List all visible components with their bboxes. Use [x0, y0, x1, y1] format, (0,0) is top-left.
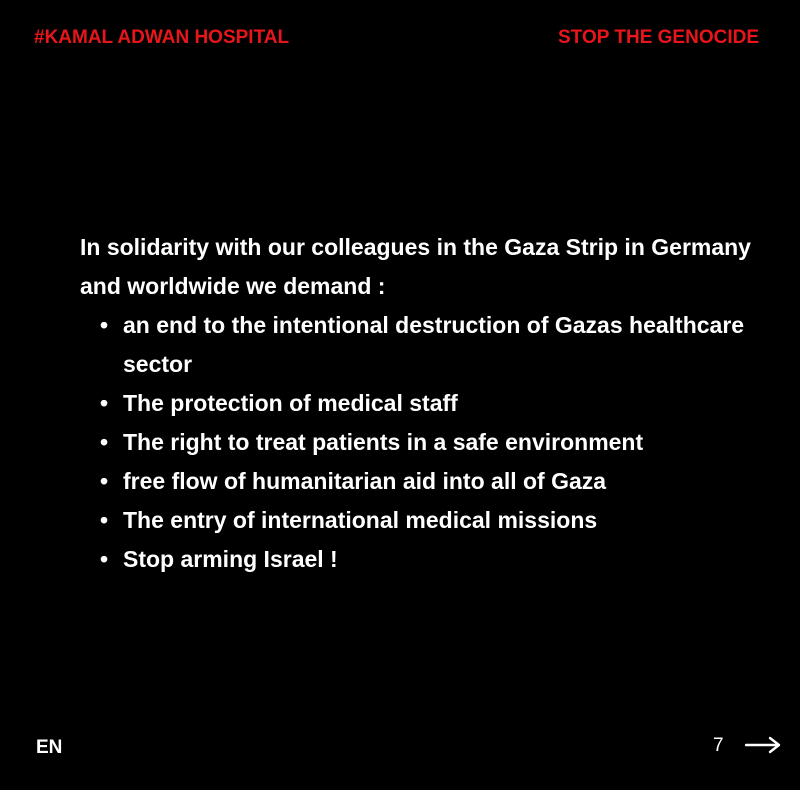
list-item [100, 384, 760, 423]
demand-text: The protection of medical staff [123, 390, 458, 416]
demand-text: Stop arming Israel ! [123, 546, 338, 572]
intro-text: In solidarity with our colleagues in the Gaza Strip in Germany and worldwide we demand : [80, 234, 751, 299]
slogan-label: STOP THE GENOCIDE [558, 27, 759, 48]
bullet-icon: • [100, 429, 109, 455]
arrow-right-icon[interactable] [745, 736, 781, 754]
list-item [100, 306, 760, 384]
list-item [100, 540, 760, 579]
bullet-icon: • [100, 507, 109, 533]
page-number: 7 [713, 735, 724, 756]
bullet-icon: • [100, 546, 109, 572]
demand-text: The entry of international medical missions [123, 507, 598, 533]
demand-text: an end to the intentional destruction of Gazas healthcare sector [123, 312, 745, 377]
bullet-icon: • [100, 312, 109, 338]
bullet-icon: • [100, 390, 109, 416]
list-item [100, 462, 760, 501]
bullet-icon: • [100, 468, 109, 494]
list-item [100, 423, 760, 462]
demands-block [80, 228, 760, 579]
list-item [100, 501, 760, 540]
demands-list [80, 306, 760, 579]
hashtag-label: #KAMAL ADWAN HOSPITAL [34, 27, 290, 48]
language-label: EN [36, 737, 63, 758]
demand-text: free flow of humanitarian aid into all of Gaza [123, 468, 607, 494]
demand-text: The right to treat patients in a safe environment [123, 429, 644, 455]
